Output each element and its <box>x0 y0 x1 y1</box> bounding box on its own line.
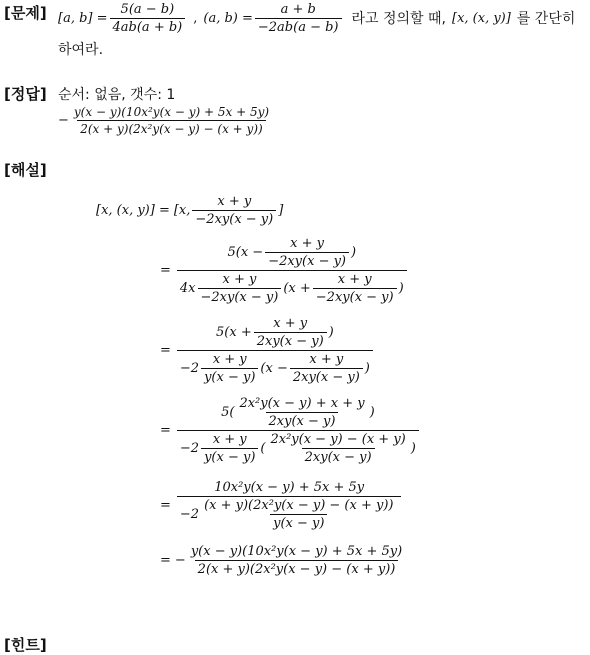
step4-numerator <box>218 396 378 430</box>
step5-bot-den: y(x − y) <box>270 514 327 531</box>
step4-bot-coef: −2 <box>179 440 200 456</box>
answer-sign: − <box>58 112 69 128</box>
step4-bot-n1: x + y <box>212 431 247 447</box>
step2-bot-n2: x + y <box>337 271 372 287</box>
def1-denominator: 4ab(a + b) <box>110 18 186 35</box>
step3-top-close: ) <box>328 324 334 340</box>
step2-bot-d2: −2xy(x − y) <box>313 288 397 305</box>
def1-lhs: [a, b] = <box>58 10 108 26</box>
step5-numerator: 10x²y(x − y) + 5x + 5y <box>214 479 365 495</box>
step4-bot-frac-2 <box>267 432 408 465</box>
answer-label: [정답] <box>4 85 47 103</box>
step2-top-inner-fraction <box>265 236 349 269</box>
step4-bot-n2: 2x²y(x − y) − (x + y) <box>270 431 406 447</box>
step1-close: ] <box>278 202 284 218</box>
solution-step-4 <box>160 392 421 468</box>
def-separator: , <box>193 10 198 26</box>
step3-bot-frac-2 <box>290 352 363 385</box>
def1-numerator: 5(a − b) <box>120 1 175 17</box>
problem-expression: [x, (x, y)] <box>452 10 511 26</box>
step6-denominator: 2(x + y)(2x²y(x − y) − (x + y)) <box>195 560 399 577</box>
step2-bot-frac-1 <box>198 272 282 305</box>
equals-sign: = <box>160 552 171 568</box>
step4-top-inner-den: 2xy(x − y) <box>266 412 339 429</box>
def1-fraction <box>110 2 186 35</box>
step4-top-close: ) <box>369 404 375 420</box>
answer-order-count: 순서: 없음, 갯수: 1 <box>58 87 176 103</box>
problem-text-1: 라고 정의할 때, <box>351 11 446 27</box>
solution-label: [해설] <box>4 161 47 179</box>
step2-bot-open: (x + <box>283 280 311 296</box>
step3-bot-d1: y(x − y) <box>201 368 258 385</box>
step5-bot-num: (x + y)(2x²y(x − y) − (x + y)) <box>204 497 394 513</box>
problem-text-3: 하여라. <box>58 42 104 58</box>
step4-top-inner-fraction <box>236 396 367 429</box>
solution-step-5 <box>160 474 403 536</box>
answer-denominator: 2(x + y)(2x²y(x − y) − (x + y)) <box>77 120 265 136</box>
step3-numerator <box>213 316 337 350</box>
step3-fraction <box>177 316 373 385</box>
step2-bot-n1: x + y <box>222 271 257 287</box>
step2-top-inner-num: x + y <box>290 235 325 251</box>
step4-bot-frac-1 <box>201 432 258 465</box>
step2-bot-close: ) <box>398 280 404 296</box>
step3-bot-close: ) <box>364 360 370 376</box>
step3-top-inner-fraction <box>254 316 327 349</box>
step4-top-open: 5( <box>221 404 235 420</box>
answer-numerator: y(x − y)(10x²y(x − y) + 5x + 5y) <box>73 104 270 119</box>
step6-sign: − <box>174 552 186 568</box>
step2-bot-coef: 4x <box>179 280 196 296</box>
step1-denominator: −2xy(x − y) <box>192 210 276 227</box>
step1-open: [x, <box>173 202 191 218</box>
answer-expression <box>58 100 274 140</box>
step4-bot-open: ( <box>260 440 266 456</box>
step2-bot-d1: −2xy(x − y) <box>198 288 282 305</box>
problem-label: [문제] <box>4 4 47 22</box>
step2-numerator <box>224 236 359 270</box>
step5-bot-coef: −2 <box>179 506 200 522</box>
step4-fraction <box>177 396 419 465</box>
step3-bot-d2: 2xy(x − y) <box>290 368 363 385</box>
step5-bot-frac <box>201 498 396 531</box>
problem-definition <box>58 0 575 36</box>
def2-denominator: −2ab(a − b) <box>255 18 342 35</box>
solution-step-6 <box>160 540 407 580</box>
solution-step-2 <box>160 232 409 308</box>
step4-top-inner-num: 2x²y(x − y) + x + y <box>239 395 365 411</box>
step2-top-open: 5(x − <box>227 244 264 260</box>
equals-sign: = <box>160 262 171 278</box>
def2-numerator: a + b <box>280 1 316 17</box>
def2-fraction <box>255 2 342 35</box>
step6-fraction <box>188 544 405 577</box>
step1-lhs: [x, (x, y)] = <box>96 202 170 218</box>
equals-sign: = <box>160 497 171 513</box>
step3-bot-frac-1 <box>201 352 258 385</box>
step3-denominator <box>177 350 373 385</box>
equals-sign: = <box>160 422 171 438</box>
solution-step-3 <box>160 312 375 388</box>
step5-fraction <box>177 480 402 531</box>
step4-bot-close: ) <box>410 440 416 456</box>
step2-top-close: ) <box>351 244 357 260</box>
step3-bot-n1: x + y <box>212 351 247 367</box>
step2-top-inner-den: −2xy(x − y) <box>265 252 349 269</box>
step3-top-inner-num: x + y <box>273 315 308 331</box>
hint-label: [힌트] <box>4 636 47 654</box>
step1-fraction <box>192 194 276 227</box>
step5-denominator <box>177 496 402 531</box>
step3-bot-n2: x + y <box>309 351 344 367</box>
step3-top-open: 5(x + <box>216 324 252 340</box>
step3-top-inner-den: 2xy(x − y) <box>254 332 327 349</box>
step3-bot-coef: −2 <box>179 360 200 376</box>
def2-lhs: (a, b) = <box>203 10 253 26</box>
step4-bot-d1: y(x − y) <box>201 448 258 465</box>
step2-fraction <box>177 236 407 305</box>
solution-step-1 <box>96 190 283 230</box>
step3-bot-open: (x − <box>260 360 288 376</box>
equals-sign: = <box>160 342 171 358</box>
step6-numerator: y(x − y)(10x²y(x − y) + 5x + 5y) <box>190 543 403 559</box>
step2-denominator <box>177 270 407 305</box>
step2-bot-frac-2 <box>313 272 397 305</box>
answer-fraction <box>71 105 272 136</box>
step1-numerator: x + y <box>217 193 252 209</box>
step4-bot-d2: 2xy(x − y) <box>302 448 375 465</box>
step4-denominator <box>177 430 419 465</box>
problem-text-2: 를 간단히 <box>516 11 576 27</box>
